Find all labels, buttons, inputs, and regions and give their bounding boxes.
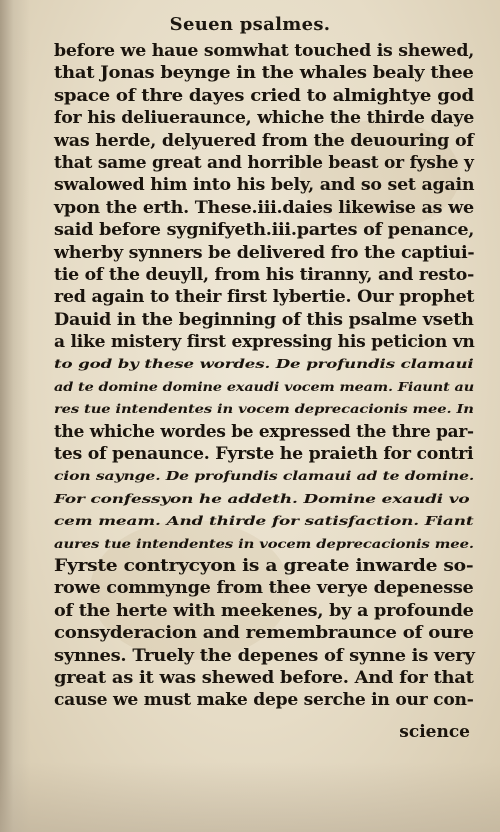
body-text bbox=[54, 40, 474, 712]
text-line: Dauid in the beginning of this psalme vseth bbox=[54, 309, 474, 330]
text-line: res tue intendentes in vocem deprecacionis mee. In bbox=[54, 401, 474, 417]
text-line: cem meam. And thirde for satisfaction. Fiant bbox=[54, 513, 474, 529]
text-line: tes of penaunce. Fyrste he praieth for contri bbox=[54, 444, 474, 465]
text-line: ad te domine domine exaudi vocem meam. Fiaunt au bbox=[54, 378, 475, 394]
text-line: the whiche wordes be expressed the thre par- bbox=[54, 421, 474, 442]
text-line: cion saynge. De profundis clamaui ad te domine. bbox=[54, 468, 475, 484]
page-gutter-shadow bbox=[0, 0, 30, 832]
text-line: consyderacion and remembraunce of oure bbox=[54, 623, 474, 644]
text-line: space of thre dayes cried to almightye god bbox=[54, 85, 474, 106]
text-line: said before sygnifyeth.iii.partes of penance, bbox=[54, 220, 475, 241]
text-line: of the herte with meekenes, by a profounde bbox=[54, 600, 474, 621]
text-line: for his deliueraunce, whiche the thirde daye bbox=[54, 108, 475, 129]
text-line: wherby synners be delivered fro the captiui- bbox=[54, 242, 475, 263]
text-line: that Jonas beynge in the whales bealy thee bbox=[54, 63, 474, 84]
text-line: Fyrste contrycyon is a greate inwarde so- bbox=[54, 555, 474, 576]
text-line: For confessyon he addeth. Domine exaudi vo bbox=[54, 490, 470, 506]
text-line: was herde, delyuered from the deuouring of bbox=[54, 130, 474, 151]
text-line: great as it was shewed before. And for that bbox=[54, 667, 474, 688]
text-line: aures tue intendentes in vocem deprecacionis mee. bbox=[54, 535, 474, 551]
text-line: vpon the erth. These.iii.daies likewise as we bbox=[54, 197, 474, 218]
running-head: Seuen psalmes. bbox=[169, 14, 331, 35]
text-line: rowe commynge from thee verye depenesse bbox=[54, 578, 474, 599]
text-line: that same great and horrible beast or fyshe y bbox=[54, 152, 474, 173]
text-line: before we haue somwhat touched is shewed, bbox=[54, 41, 474, 61]
catchword: science bbox=[399, 722, 470, 742]
text-line: a like mistery first expressing his peticion vn bbox=[54, 332, 475, 353]
text-line: swalowed him into his bely, and so set again bbox=[54, 175, 475, 196]
text-line: cause we must make depe serche in our con- bbox=[54, 690, 474, 711]
text-line: to god by these wordes. De profundis clamaui bbox=[54, 356, 474, 372]
text-line: synnes. Truely the depenes of synne is very bbox=[54, 645, 475, 666]
text-line: red again to their first lybertie. Our prophet bbox=[54, 287, 475, 308]
text-line: tie of the deuyll, from his tiranny, and resto- bbox=[54, 264, 475, 285]
page-bottom-shade bbox=[0, 762, 500, 832]
